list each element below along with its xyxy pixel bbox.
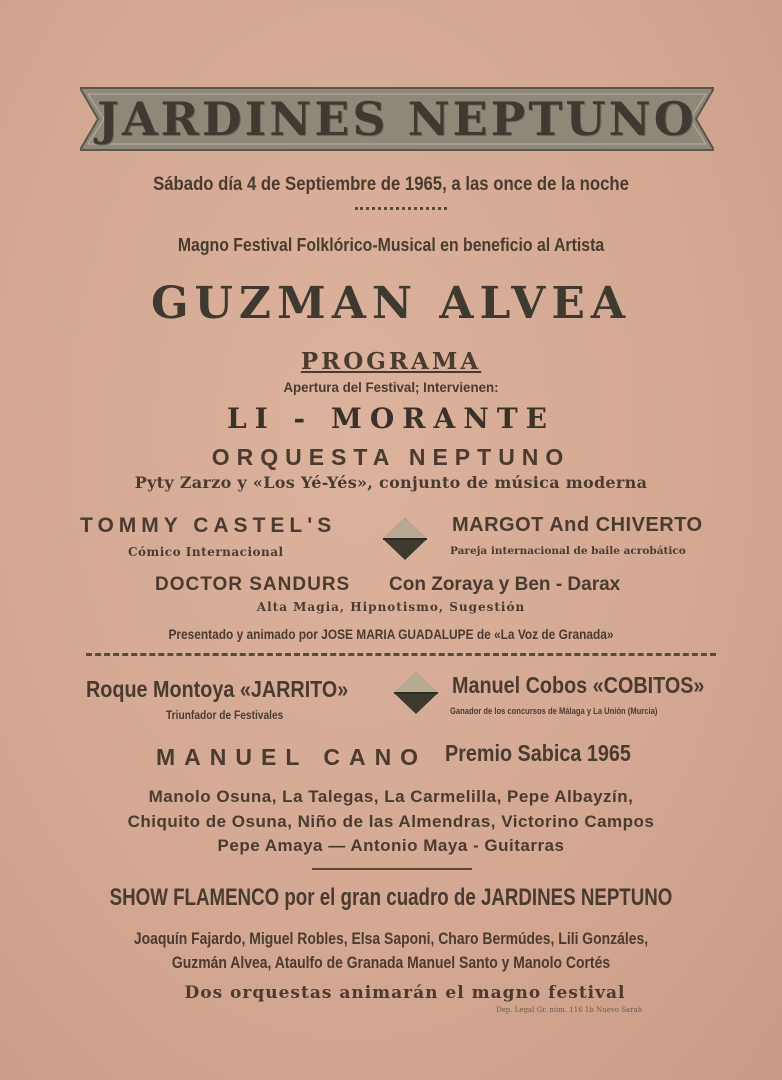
opening-line: Apertura del Festival; Intervienen:	[283, 379, 499, 395]
section-divider	[86, 653, 716, 656]
title-banner	[80, 86, 714, 152]
roque-montoya-name: Roque Montoya «JARRITO»	[86, 676, 349, 702]
doctor-sandurs-name: DOCTOR SANDURS	[155, 574, 351, 595]
margot-chiverto-sub: Pareja internacional de baile acrobático	[450, 545, 686, 557]
program-heading: PROGRAMA	[300, 348, 482, 375]
diamond-ornament-icon	[383, 518, 427, 560]
doctor-sandurs-with: Con Zoraya y Ben - Darax	[389, 574, 621, 595]
guitarists-line-3: Pepe Amaya — Antonio Maya - Guitarras	[217, 836, 565, 855]
act-orquesta-neptuno: ORQUESTA NEPTUNO	[211, 444, 571, 470]
guitarists-line-2: Chiquito de Osuna, Niño de las Almendras, Victorino Campos	[127, 812, 655, 831]
venue-title: JARDINES NEPTUNO	[97, 92, 697, 146]
manuel-cano-name: MANUEL CANO	[156, 744, 428, 770]
tommy-castels-name: TOMMY CASTEL'S	[80, 514, 337, 537]
act-pyty-zarzo: Pyty Zarzo y «Los Yé-Yés», conjunto de música moderna	[134, 473, 648, 492]
guitarists-line-1: Manolo Osuna, La Talegas, La Carmelilla, Pepe Albayzín,	[148, 787, 634, 806]
artist-name: GUZMAN ALVEA	[150, 278, 632, 329]
presenter-line: Presentado y animado por JOSE MARIA GUADALUPE de «La Voz de Granada»	[168, 626, 614, 642]
doctor-sandurs-sub: Alta Magia, Hipnotismo, Sugestión	[256, 600, 526, 614]
act-li-morante: LI - MORANTE	[226, 402, 556, 435]
manuel-cano-prize: Premio Sabica 1965	[445, 740, 631, 766]
closing-line: Dos orquestas animarán el magno festival	[184, 983, 626, 1003]
diamond-ornament-icon	[394, 672, 438, 714]
roque-montoya-sub: Triunfador de Festivales	[166, 708, 284, 722]
margot-chiverto-name: MARGOT And CHIVERTO	[452, 514, 703, 536]
manuel-cobos-sub: Ganador de los concursos de Málaga y La Unión (Murcia)	[450, 706, 658, 717]
show-cast-line-1: Joaquín Fajardo, Miguel Robles, Elsa Saponi, Charo Bermúdes, Lili Gonzáles,	[133, 929, 649, 948]
manuel-cobos-name: Manuel Cobos «COBITOS»	[452, 672, 705, 698]
tommy-castels-sub: Cómico Internacional	[128, 545, 284, 559]
festival-intro: Magno Festival Folklórico-Musical en beneficio al Artista	[177, 235, 605, 255]
show-cast-line-2: Guzmán Alvea, Ataulfo de Granada Manuel Santo y Manolo Cortés	[171, 953, 611, 972]
guitarists-divider	[312, 868, 472, 870]
show-flamenco-title: SHOW FLAMENCO por el gran cuadro de JARDINES NEPTUNO	[109, 884, 673, 911]
legal-deposit: Dep. Legal Gr. núm. 116 1b Nuevo Sarah	[496, 1006, 643, 1014]
date-divider	[355, 207, 447, 210]
date-line: Sábado día 4 de Septiembre de 1965, a las once de la noche	[153, 174, 629, 195]
